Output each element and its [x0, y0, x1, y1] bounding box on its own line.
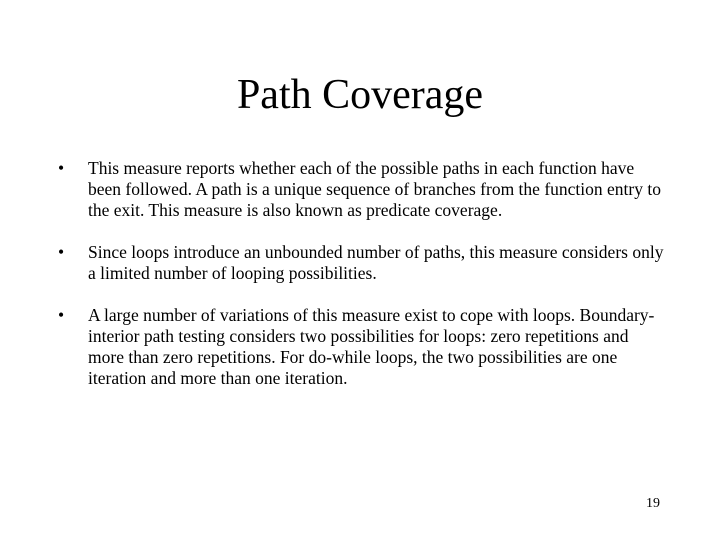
page-number: 19: [646, 496, 660, 511]
bullet-text: This measure reports whether each of the possible paths in each function have been followed. A path is a unique sequence of branches from the function entry to the exit. This measure is also known as predicate coverage.: [88, 158, 661, 220]
bullet-text: Since loops introduce an unbounded number of paths, this measure considers only a limited number of looping possibilities.: [88, 242, 664, 283]
slide-title: Path Coverage: [236, 72, 484, 118]
bullet-item: [58, 242, 668, 284]
bullet-list: [58, 158, 668, 410]
bullet-icon: •: [58, 305, 65, 325]
bullet-text: A large number of variations of this measure exist to cope with loops. Boundary-interior path testing considers two possibilities for loops: zero repetitions and more than zero repetitions. For do-while loops, the two possibilities are one iteration and more than one iteration.: [88, 305, 655, 388]
bullet-item: [58, 305, 668, 389]
bullet-icon: •: [58, 158, 65, 178]
bullet-item: [58, 158, 668, 221]
bullet-icon: •: [58, 242, 65, 262]
